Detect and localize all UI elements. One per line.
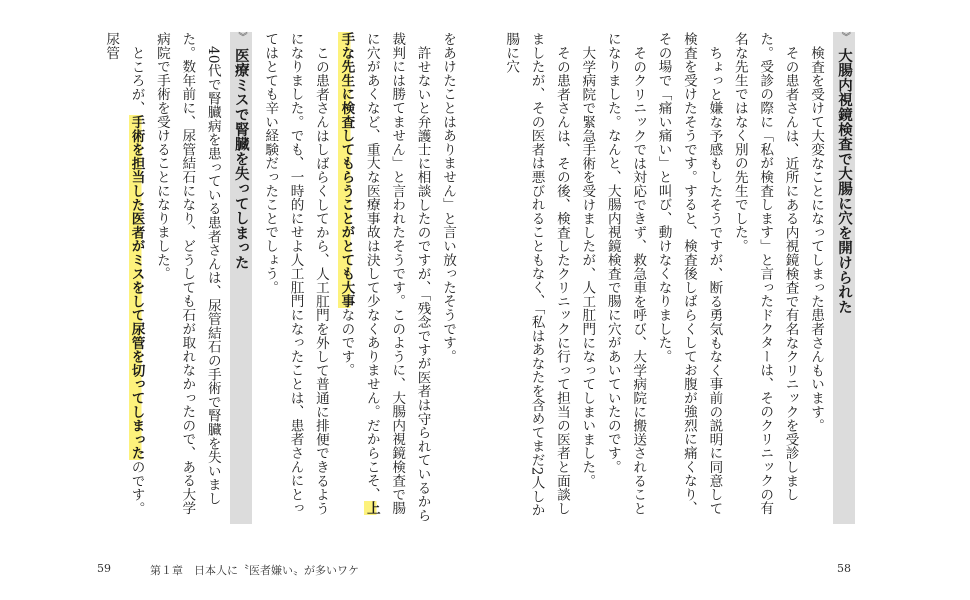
paragraph: その患者さんは、近所にある内視鏡検査で有名なクリニックを受診しました。受診の際に「私が検査します」と言ったドクターは、そのクリニックの有名な先生ではなく別の先生でした。 xyxy=(731,32,799,515)
right-page-text xyxy=(503,32,860,524)
section-heading-colon-perforation: ︾ 大腸内視鏡検査で大腸に穴を開けられた xyxy=(833,32,855,524)
paragraph: そのクリニックでは対応できず、救急車を呼び、大学病院に搬送されることになりました。なんと、大腸内視鏡検査で腸に穴があいていたのです。 xyxy=(604,32,647,515)
running-head: 第１章 日本人に〝医者嫌い〟が多いワケ xyxy=(150,564,359,577)
paragraph: その患者さんは、その後、検査したクリニックに行って担当の医者と面談しましたが、その医者は悪びれることもなく、「私はあなたを含めてまだ2人しか腸に穴 xyxy=(503,32,570,518)
paragraph-text: 許せないと弁護士に相談したのですが、「残念ですが医者は守られているから裁判には勝てません」と言われたそうです。このように、大腸内視鏡検査で腸に穴があくなど、重大な医療事故は決して少なくありません。だからこそ、 xyxy=(363,32,431,522)
paragraph: この患者さんはしばらくしてから、人工肛門を外して普通に排便できるようになりました。でも、一時的にせよ人工肛門になったことは、患者さんにとってはとても辛い経験だったことでしょう。 xyxy=(262,32,329,515)
paragraph: 検査を受けて大変なことになってしまった患者さんもいます。 xyxy=(808,45,824,432)
left-page-text xyxy=(90,32,460,524)
chevron-down-icon: ︾ xyxy=(841,33,851,43)
paragraph: をあけたことはありません」と言い放ったそうです。 xyxy=(440,32,456,364)
paragraph-text: ところが、 xyxy=(128,45,145,115)
paragraph xyxy=(98,32,149,524)
section-heading-kidney-loss: ︾ 医療ミスで腎臓を失ってしまった xyxy=(230,32,252,524)
page-number: 58 xyxy=(837,562,851,575)
highlighted-text: 手術を担当した医者がミスをして尿管を切ってしまった xyxy=(128,114,145,460)
paragraph-text: なのです。 xyxy=(338,308,355,377)
page-number: 59 xyxy=(97,562,111,575)
paragraph-text: のです。尿管 xyxy=(103,32,145,515)
paragraph: ちょっと嫌な予感もしたそうですが、断る勇気もなく事前の説明に同意して検査を受けたそうです。すると、検査後しばらくしてお腹が強烈に痛くなり、その場で「痛い痛い」と叫び、動けなくなりました。 xyxy=(655,32,723,515)
right-page xyxy=(485,0,970,600)
paragraph: 40代で腎臓病を患っている患者さんは、尿管結石の手術で腎臓を失いました。数年前に、尿管結石になり、どうしても石が取れなかったので、ある大学病院で手術を受けることになりました。 xyxy=(153,32,221,515)
paragraph xyxy=(333,32,435,524)
chevron-down-icon: ︾ xyxy=(238,33,248,43)
highlighted-text: 上手な先生に検査してもらうことがとても大事 xyxy=(338,32,380,516)
paragraph: 大学病院で緊急手術を受けましたが、人工肛門になってしまいました。 xyxy=(579,45,596,488)
